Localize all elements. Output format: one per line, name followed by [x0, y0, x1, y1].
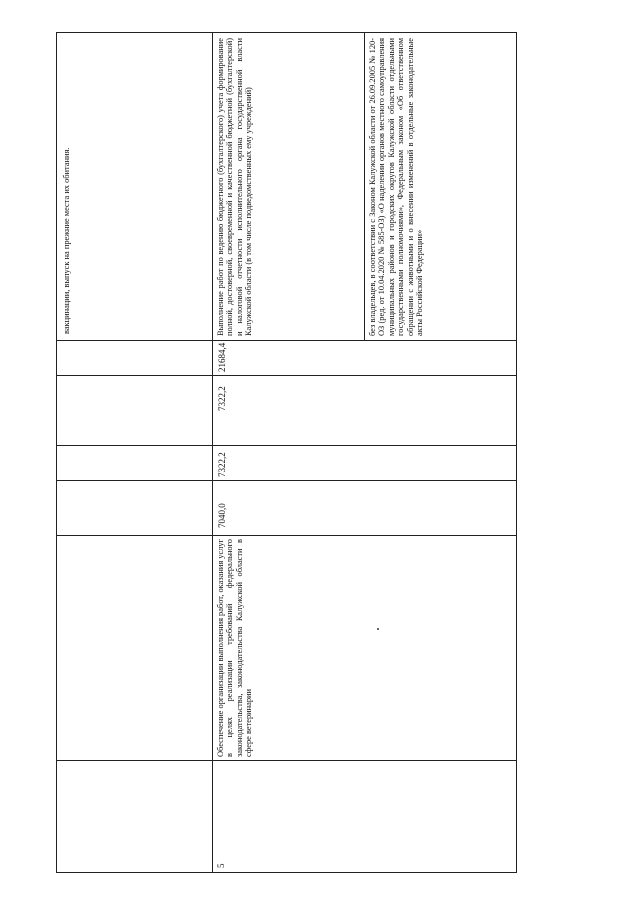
col-divider — [56, 480, 516, 481]
amount-col2: 7322,2 — [217, 452, 227, 477]
amount-col3: 7322,2 — [217, 386, 227, 411]
row-number: 5 — [216, 863, 226, 868]
col-divider — [56, 760, 516, 761]
table-border-bottom — [56, 872, 516, 873]
row-number-cell — [214, 762, 514, 870]
amount-col1-cell — [214, 482, 514, 534]
row-divider — [56, 340, 516, 341]
amount-total-cell — [214, 342, 514, 374]
row-separator — [212, 32, 213, 873]
table-border-right — [516, 32, 517, 873]
col-divider — [56, 445, 516, 446]
amount-total: 21684,4 — [217, 342, 227, 372]
cell-separator — [364, 32, 365, 340]
stray-mark — [377, 628, 379, 630]
amount-col1: 7040,0 — [217, 503, 227, 528]
event-name: Обеспечение организации выполнения работ, оказания услуг в целях реализации требований федерального законодательства, законодательства Калужской области в сфере ветеринарии — [216, 539, 254, 757]
amount-col2-cell — [214, 447, 514, 479]
top-work-text: вакцинации, выпуск на прежние места их обитания. — [62, 147, 71, 334]
event-name-cell — [214, 537, 514, 759]
table-border-top — [56, 32, 516, 33]
main-legal-cell-right — [366, 34, 514, 338]
main-work-cell — [214, 34, 362, 338]
col-divider — [56, 375, 516, 376]
main-work-text: Выполнение работ по ведению бюджетного (бухгалтерского) учета формирование полной, достоверной, своевременной и качественной бюджетной (бухгалтерской) и налоговой отчетности исполнительного органа государственной власти Калужской области (в том числе подведомственных ему учреждений) — [216, 38, 254, 336]
table-border-left — [56, 32, 57, 873]
col-divider — [56, 535, 516, 536]
top-legal-text: без владельцев, в соответствии с Законом Калужской области от 26.09.2005 № 120-ОЗ (ред. от 10.04.2020 № 585-ОЗ) «О наделении органов местного самоуправления муниципальных районов и городских округов Калужской области отдельными государственными полномочиями», Федеральным законом «Об ответственном обращении с животными и о внесении изменений в отдельные законодательные акты Российской Федерации» — [368, 38, 425, 336]
amount-col3-cell — [214, 377, 514, 444]
top-work-cell — [58, 34, 210, 338]
